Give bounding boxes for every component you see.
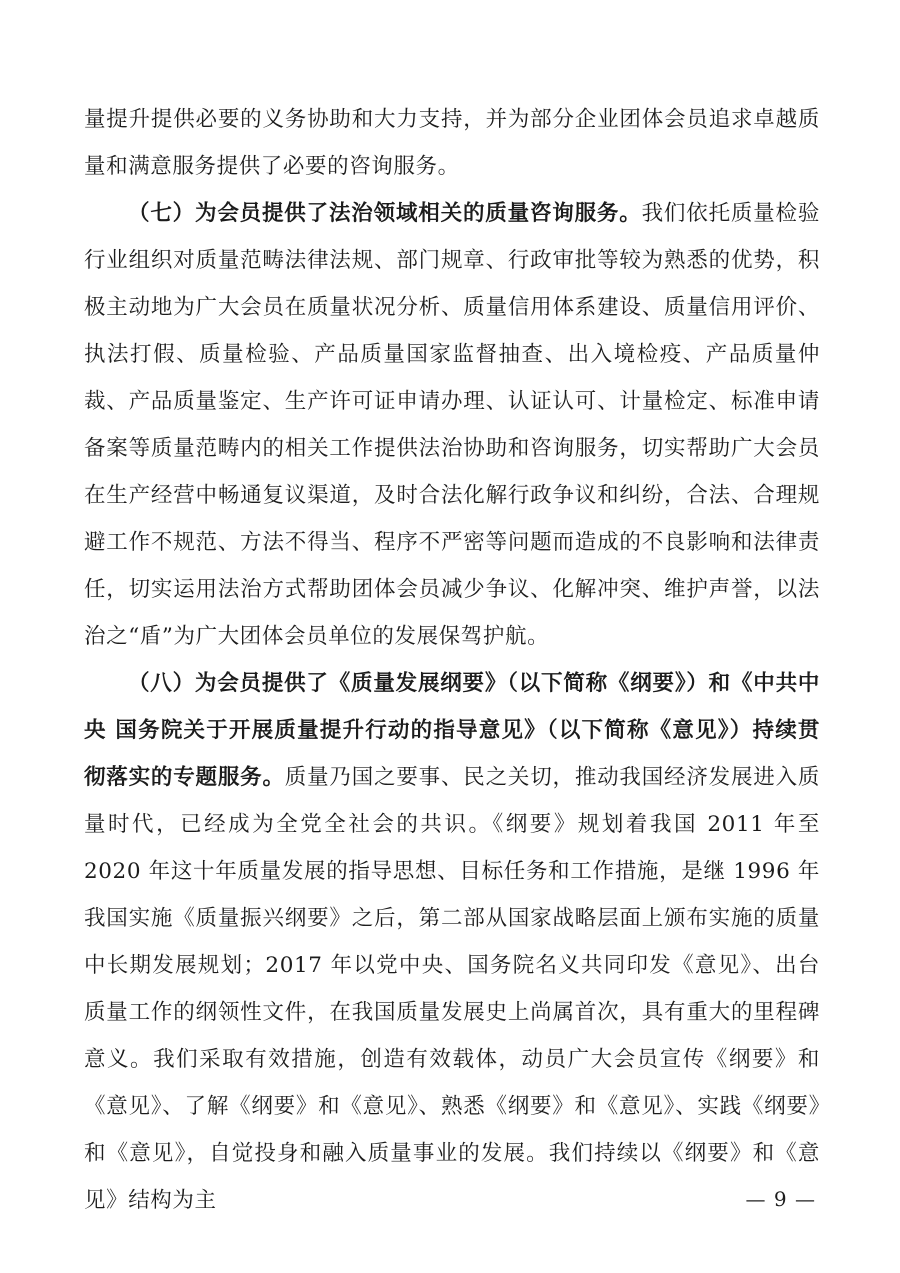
page-number: — 9 — (745, 1187, 816, 1211)
paragraph-continued (84, 96, 820, 190)
page-body (84, 96, 820, 1224)
paragraph-item-eight (84, 660, 820, 1224)
paragraph-lead-seven: （七）为会员提供了法治领域相关的质量咨询服务。 (128, 201, 642, 226)
paragraph-text-eight: 质量乃国之要事、民之关切，推动我国经济发展进入质量时代，已经成为全党全社会的共识。《纲要》规划着我国 2011 年至 2020 年这十年质量发展的指导思想、目标任务和工作措施，是继 1996 年我国实施《质量振兴纲要》之后，第二部从国家战略层面上颁布实施的质量中长期发展规划；2017 年以党中央、国务院名义共同印发《意见》、出台质量工作的纲领性文件，在我国质量发展史上尚属首次，具有重大的里程碑意义。我们采取有效措施，创造有效载体，动员广大会员宣传《纲要》和《意见》、了解《纲要》和《意见》、熟悉《纲要》和《意见》、实践《纲要》和《意见》，自觉投身和融入质量事业的发展。我们持续以《纲要》和《意见》结构为主 (84, 765, 821, 1213)
paragraph-text-seven: 我们依托质量检验行业组织对质量范畴法律法规、部门规章、行政审批等较为熟悉的优势，积极主动地为广大会员在质量状况分析、质量信用体系建设、质量信用评价、执法打假、质量检验、产品质量国家监督抽查、出入境检疫、产品质量仲裁、产品质量鉴定、生产许可证申请办理、认证认可、计量检定、标准申请备案等质量范畴内的相关工作提供法治协助和咨询服务，切实帮助广大会员在生产经营中畅通复议渠道，及时合法化解行政争议和纠纷，合法、合理规避工作不规范、方法不得当、程序不严密等问题而造成的不良影响和法律责任，切实运用法治方式帮助团体会员减少争议、化解冲突、维护声誉，以法治之“盾”为广大团体会员单位的发展保驾护航。 (84, 201, 820, 649)
paragraph-item-seven (84, 190, 820, 660)
paragraph-text: 量提升提供必要的义务协助和大力支持，并为部分企业团体会员追求卓越质量和满意服务提供了必要的咨询服务。 (84, 107, 820, 179)
paragraph-lead-eight: （八）为会员提供了《质量发展纲要》（以下简称《纲要》）和《中共中央 国务院关于开展质量提升行动的指导意见》（以下简称《意见》）持续贯彻落实的专题服务。 (84, 671, 820, 790)
